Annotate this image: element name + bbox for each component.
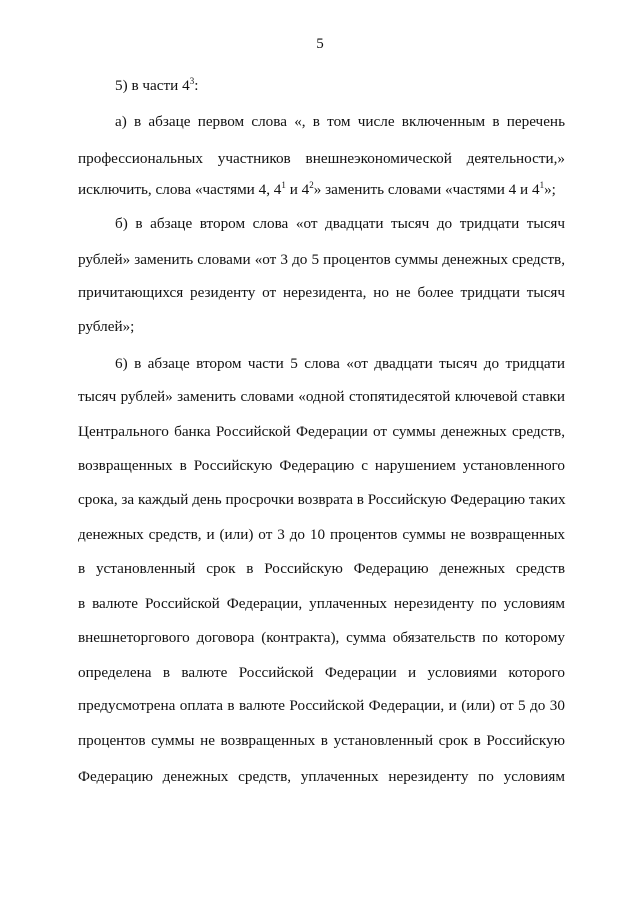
text-line <box>78 318 565 336</box>
text-line <box>78 181 565 199</box>
text-line <box>78 150 565 168</box>
text-run: процентов суммы не возвращенных в установленный срок в Российскую <box>78 732 565 749</box>
text-line <box>78 284 565 302</box>
text-run: в валюте Российской Федерации, уплаченных нерезиденту по условиям <box>78 595 565 612</box>
text-line <box>78 664 565 682</box>
text-run: внешнеторгового договора (контракта), сумма обязательств по которому <box>78 629 565 646</box>
text-run: б) в абзаце втором слова «от двадцати тысяч до тридцати тысяч <box>115 215 565 232</box>
text-line <box>78 697 565 715</box>
text-line <box>78 560 565 578</box>
superscript: 2 <box>309 179 314 190</box>
text-run: профессиональных участников внешнеэкономической деятельности,» <box>78 150 565 167</box>
text-run: Центрального банка Российской Федерации от суммы денежных средств, <box>78 423 565 440</box>
text-run: срока, за каждый день просрочки возврата в Российскую Федерацию таких <box>78 491 566 508</box>
text-run: 6) в абзаце втором части 5 слова «от двадцати тысяч до тридцати <box>115 355 565 372</box>
superscript: 1 <box>539 179 545 190</box>
text-run: рублей» заменить словами «от 3 до 5 процентов суммы денежных средств, <box>78 251 565 268</box>
text-line <box>78 526 565 544</box>
text-run: : <box>194 77 199 94</box>
text-line <box>78 251 565 269</box>
text-line <box>78 457 565 475</box>
text-line <box>115 355 565 373</box>
page-number: 5 <box>316 36 324 52</box>
text-line <box>78 595 565 613</box>
text-run: исключить, слова «частями 4, 4 <box>78 181 282 198</box>
text-line <box>115 77 565 95</box>
text-line <box>115 113 565 131</box>
text-line <box>78 768 565 786</box>
text-line <box>78 629 565 647</box>
text-line <box>78 732 565 750</box>
text-line <box>78 388 565 406</box>
text-run: рублей»; <box>78 318 135 335</box>
text-run: определена в валюте Российской Федерации и условиями которого <box>78 664 565 681</box>
text-run: и 4 <box>285 181 310 198</box>
superscript: 3 <box>189 75 195 86</box>
text-run: а) в абзаце первом слова «, в том числе включенным в перечень <box>115 113 565 130</box>
text-run: причитающихся резиденту от нерезидента, но не более тридцати тысяч <box>78 284 565 301</box>
text-run: »; <box>544 181 556 198</box>
text-run: денежных средств, и (или) от 3 до 10 процентов суммы не возвращенных <box>78 526 565 543</box>
text-line <box>78 491 565 509</box>
text-run: » заменить словами «частями 4 и 4 <box>313 181 540 198</box>
text-line <box>115 215 565 233</box>
text-run: возвращенных в Российскую Федерацию с нарушением установленного <box>78 457 565 474</box>
superscript: 1 <box>281 179 286 190</box>
text-run: тысяч рублей» заменить словами «одной стопятидесятой ключевой ставки <box>78 388 565 405</box>
text-line <box>78 423 565 441</box>
text-run: Федерацию денежных средств, уплаченных нерезиденту по условиям <box>78 768 565 785</box>
text-run: 5) в части 4 <box>115 77 190 94</box>
text-run: в установленный срок в Российскую Федерацию денежных средств <box>78 560 565 577</box>
text-run: предусмотрена оплата в валюте Российской Федерации, и (или) от 5 до 30 <box>78 697 565 714</box>
